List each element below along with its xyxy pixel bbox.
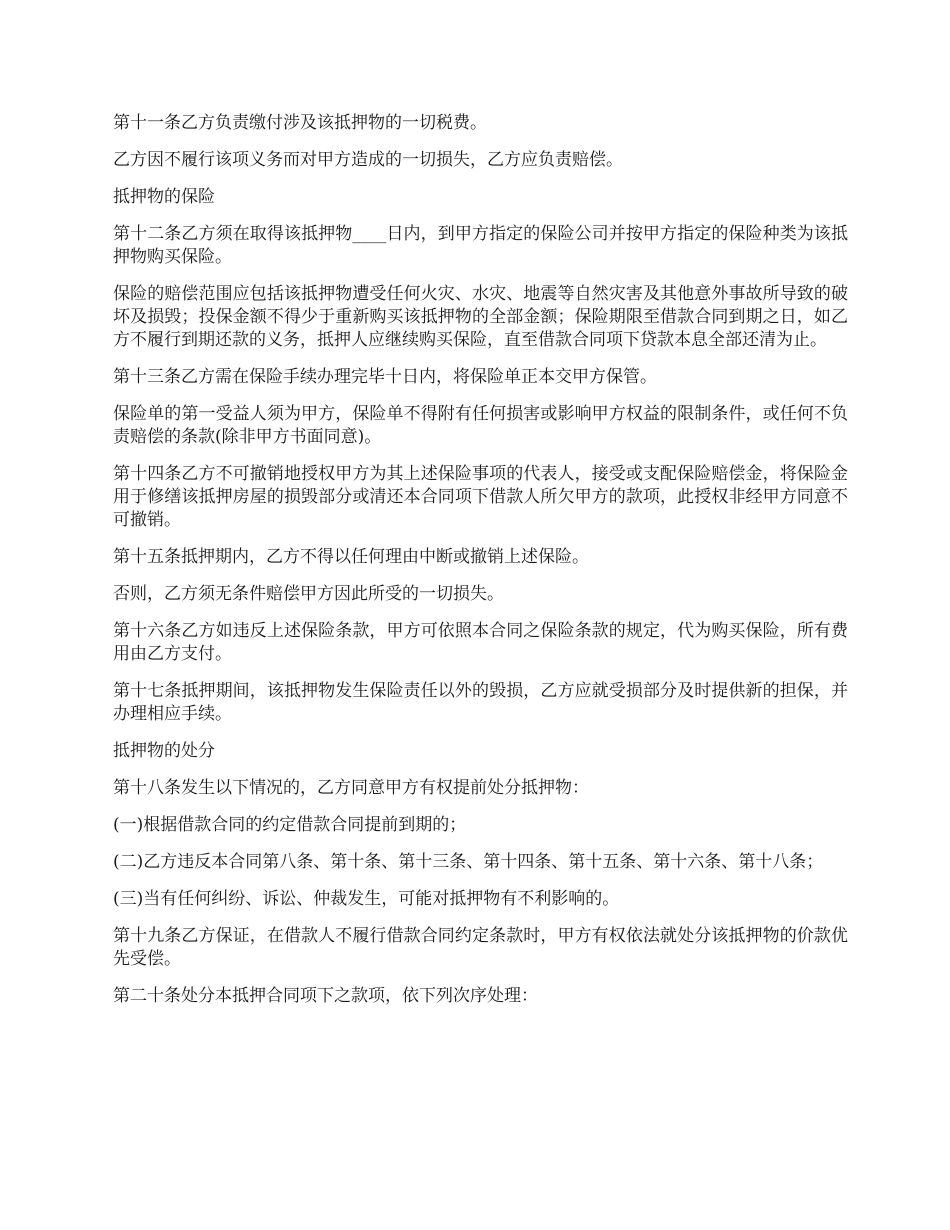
paragraph-article-14: 第十四条乙方不可撤销地授权甲方为其上述保险事项的代表人，接受或支配保险赔偿金，将保险金用于修缮该抵押房屋的损毁部分或清还本合同项下借款人所欠甲方的款项，此授权非经甲方同意不可撤销。 xyxy=(113,464,848,530)
list-item-2: (二)乙方违反本合同第八条、第十条、第十三条、第十四条、第十五条、第十六条、第十八条； xyxy=(113,852,824,872)
list-item-1: (一)根据借款合同的约定借款合同提前到期的； xyxy=(113,815,467,835)
paragraph-article-19: 第十九条乙方保证，在借款人不履行借款合同约定条款时，甲方有权依法就处分该抵押物的价款优先受偿。 xyxy=(113,926,848,969)
paragraph-article-17: 第十七条抵押期间，该抵押物发生保险责任以外的毁损，乙方应就受损部分及时提供新的担保，并办理相应手续。 xyxy=(113,681,848,724)
paragraph-article-12: 第十二条乙方须在取得该抵押物____日内，到甲方指定的保险公司并按甲方指定的保险种类为该抵押物购买保险。 xyxy=(113,224,848,267)
paragraph-insurance-scope: 保险的赔偿范围应包括该抵押物遭受任何火灾、水灾、地震等自然灾害及其他意外事故所导致的破坏及损毁；投保金额不得少于重新购买该抵押物的全部金额；保险期限至借款合同到期之日，如乙方不履行到期还款的义务，抵押人应继续购买保险，直至借款合同项下贷款本息全部还清为止。 xyxy=(113,284,848,350)
list-item-3: (三)当有任何纠纷、诉讼、仲裁发生，可能对抵押物有不利影响的。 xyxy=(113,889,620,909)
paragraph-otherwise: 否则，乙方须无条件赔偿甲方因此所受的一切损失。 xyxy=(113,584,504,604)
paragraph-article-18: 第十八条发生以下情况的，乙方同意甲方有权提前处分抵押物： xyxy=(113,778,589,798)
document-body xyxy=(113,112,848,1022)
paragraph-compensation: 乙方因不履行该项义务而对甲方造成的一切损失，乙方应负责赔偿。 xyxy=(113,150,623,170)
paragraph-article-20: 第二十条处分本抵押合同项下之款项，依下列次序处理： xyxy=(113,986,538,1006)
paragraph-article-13: 第十三条乙方需在保险手续办理完毕十日内，将保险单正本交甲方保管。 xyxy=(113,367,657,387)
section-heading-insurance: 抵押物的保险 xyxy=(113,187,215,207)
paragraph-article-11: 第十一条乙方负责缴付涉及该抵押物的一切税费。 xyxy=(113,113,487,133)
paragraph-article-15: 第十五条抵押期内，乙方不得以任何理由中断或撤销上述保险。 xyxy=(113,547,589,567)
paragraph-article-16: 第十六条乙方如违反上述保险条款，甲方可依照本合同之保险条款的规定，代为购买保险，所有费用由乙方支付。 xyxy=(113,621,848,664)
section-heading-disposal: 抵押物的处分 xyxy=(113,741,215,761)
paragraph-beneficiary: 保险单的第一受益人须为甲方，保险单不得附有任何损害或影响甲方权益的限制条件，或任何不负责赔偿的条款(除非甲方书面同意)。 xyxy=(113,404,848,447)
